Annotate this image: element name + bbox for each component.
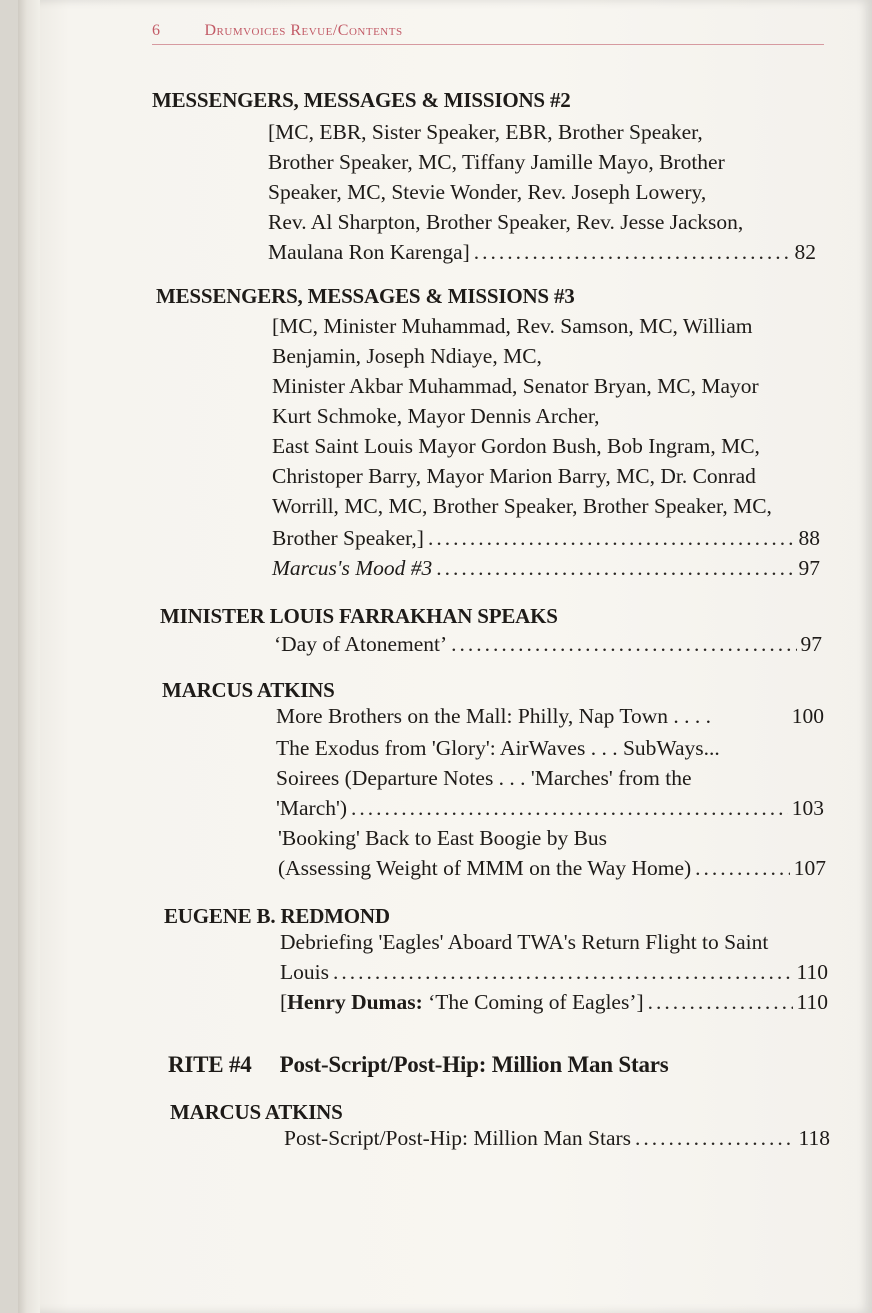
toc-line: [MC, Minister Muhammad, Rev. Samson, MC, William	[272, 314, 753, 338]
toc-entry-title: Brother Speaker,]	[272, 526, 424, 550]
toc-entry-title: Louis	[280, 960, 329, 984]
toc-line: Debriefing 'Eagles' Aboard TWA's Return Flight to Saint	[280, 930, 769, 954]
leader-dots	[351, 796, 788, 821]
page-gutter-edge	[18, 0, 40, 1313]
section-heading-atkins: MARCUS ATKINS	[162, 678, 335, 702]
toc-line: Brother Speaker, MC, Tiffany Jamille Mayo, Brother	[268, 150, 725, 174]
book-page	[18, 0, 872, 1313]
author-name: Henry Dumas:	[287, 990, 423, 1014]
toc-entry-page: 97	[800, 632, 822, 656]
toc-entry-page: 82	[794, 240, 816, 264]
toc-line: Kurt Schmoke, Mayor Dennis Archer,	[272, 404, 600, 428]
leader-dots	[436, 556, 794, 581]
toc-line: Minister Akbar Muhammad, Senator Bryan, MC, Mayor	[272, 374, 759, 398]
toc-line: Rev. Al Sharpton, Brother Speaker, Rev. Jesse Jackson,	[268, 210, 744, 234]
toc-line: East Saint Louis Mayor Gordon Bush, Bob Ingram, MC,	[272, 434, 760, 458]
toc-entry-title: More Brothers on the Mall: Philly, Nap Town . . . .	[276, 704, 712, 728]
toc-entry	[272, 526, 820, 551]
toc-entry	[276, 704, 824, 729]
rite-title: Post-Script/Post-Hip: Million Man Stars	[279, 1052, 669, 1077]
section-heading-mmm2: MESSENGERS, MESSAGES & MISSIONS #2	[152, 88, 571, 112]
toc-entry	[284, 1126, 830, 1151]
toc-entry-page: 107	[793, 856, 826, 880]
toc-entry	[272, 556, 820, 581]
leader-dots	[474, 240, 791, 265]
leader-dots	[648, 990, 793, 1015]
toc-entry	[280, 990, 828, 1015]
section-heading-farrakhan: MINISTER LOUIS FARRAKHAN SPEAKS	[160, 604, 558, 628]
toc-entry	[280, 960, 828, 985]
toc-entry	[268, 240, 816, 265]
toc-entry-page: 88	[798, 526, 820, 550]
leader-dots	[635, 1126, 795, 1151]
leader-dots	[451, 632, 796, 657]
toc-line: 'Booking' Back to East Boogie by Bus	[278, 826, 608, 850]
toc-entry-title: 'March')	[276, 796, 348, 820]
toc-entry-page: 110	[796, 990, 828, 1014]
toc-line: Worrill, MC, MC, Brother Speaker, Brother Speaker, MC,	[272, 494, 772, 518]
toc-entry-title	[280, 990, 644, 1015]
leader-dots	[695, 856, 790, 881]
work-title: ‘The Coming of Eagles’]	[422, 990, 644, 1014]
toc-entry-page: 118	[798, 1126, 830, 1150]
running-head-title: Drumvoices Revue/Contents	[204, 22, 403, 39]
toc-entry-page: 110	[796, 960, 828, 984]
toc-entry-title: Maulana Ron Karenga]	[268, 240, 470, 264]
toc-line: Soirees (Departure Notes . . . 'Marches' from the	[276, 766, 692, 790]
bracket-open: [	[280, 990, 288, 1014]
toc-entry	[274, 632, 822, 657]
section-heading-atkins-2: MARCUS ATKINS	[170, 1100, 343, 1124]
toc-entry-page: 103	[791, 796, 824, 820]
toc-line: Benjamin, Joseph Ndiaye, MC,	[272, 344, 542, 368]
toc-entry-page: 97	[798, 556, 820, 580]
leader-dots	[333, 960, 793, 985]
leader-dots	[428, 526, 795, 551]
rite-heading	[168, 1052, 669, 1078]
toc-entry-title: ‘Day of Atonement’	[274, 632, 448, 656]
toc-line: The Exodus from 'Glory': AirWaves . . . SubWays...	[276, 736, 720, 760]
toc-entry-page: 100	[791, 704, 824, 728]
toc-line: Speaker, MC, Stevie Wonder, Rev. Joseph Lowery,	[268, 180, 707, 204]
running-head-page-number: 6	[152, 22, 161, 39]
toc-entry	[276, 796, 824, 821]
rite-label: RITE #4	[168, 1052, 252, 1077]
running-head	[152, 22, 824, 45]
toc-entry-title: (Assessing Weight of MMM on the Way Home)	[278, 856, 692, 880]
toc-line: [MC, EBR, Sister Speaker, EBR, Brother Speaker,	[268, 120, 703, 144]
section-heading-redmond: EUGENE B. REDMOND	[164, 904, 390, 928]
toc-line: Christoper Barry, Mayor Marion Barry, MC, Dr. Conrad	[272, 464, 756, 488]
toc-entry-title: Marcus's Mood #3	[272, 556, 433, 580]
section-heading-mmm3: MESSENGERS, MESSAGES & MISSIONS #3	[156, 284, 575, 308]
toc-entry	[278, 856, 826, 881]
toc-entry-title: Post-Script/Post-Hip: Million Man Stars	[284, 1126, 632, 1150]
